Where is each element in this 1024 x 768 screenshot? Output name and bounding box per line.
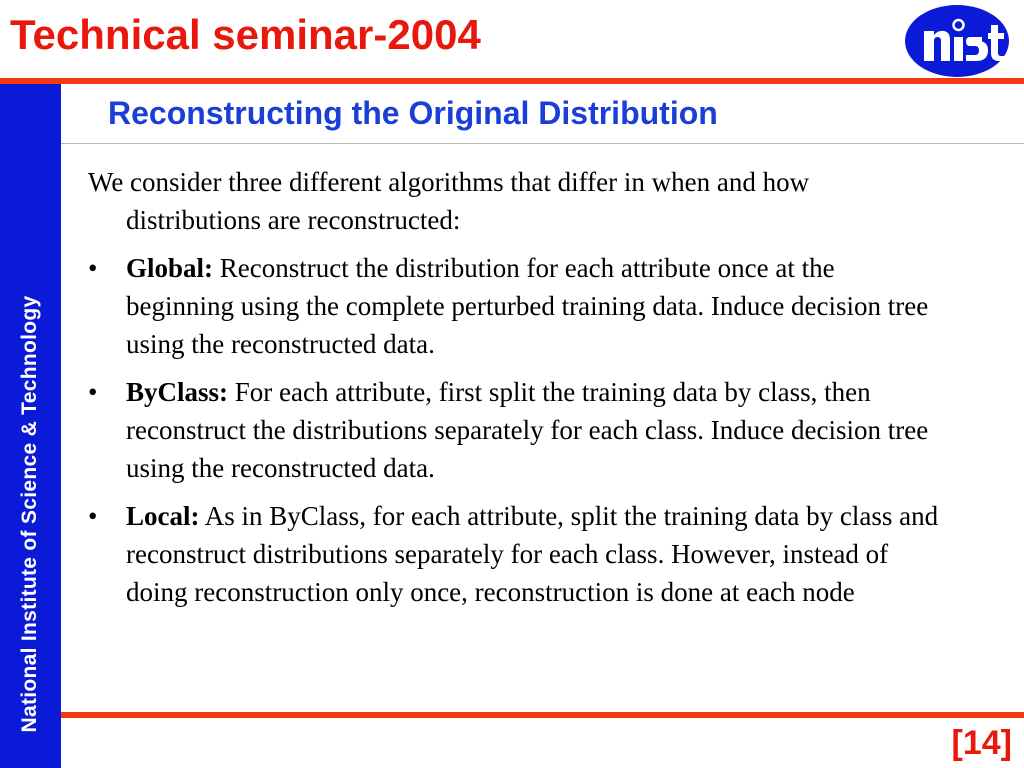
bottom-rule <box>61 712 1024 718</box>
bullet-marker: • <box>88 501 98 531</box>
sidebar-institute-name: National Institute of Science & Technology <box>18 295 41 733</box>
bullet-marker: • <box>88 253 98 283</box>
top-rule <box>0 78 1024 84</box>
intro-paragraph: We consider three different algorithms that differ in when and how distributions are reconstructed: <box>88 167 810 235</box>
header-title: Technical seminar-2004 <box>10 11 481 58</box>
nist-logo <box>904 3 1010 79</box>
bullet-term: Global: <box>126 253 214 283</box>
bullet-item-local <box>88 497 948 611</box>
slide-body <box>88 163 948 621</box>
bullet-text: As in ByClass, for each attribute, split the training data by class and reconstruct distributions separately for each class. However, instead of doing reconstruction only once, reconstruction is done at each node <box>126 501 939 607</box>
bullet-term: Local: <box>126 501 200 531</box>
bullet-item-byclass <box>88 373 948 487</box>
heading-divider <box>61 143 1024 144</box>
slide-heading: Reconstructing the Original Distribution <box>108 95 718 131</box>
page-number: [14] <box>951 724 1012 762</box>
bullet-marker: • <box>88 377 98 407</box>
bullet-text: For each attribute, first split the training data by class, then reconstruct the distributions separately for each class. Induce decision tree using the reconstructed data. <box>126 377 929 483</box>
bullet-text: Reconstruct the distribution for each attribute once at the beginning using the complete perturbed training data. Induce decision tree using the reconstructed data. <box>126 253 929 359</box>
sidebar <box>0 84 61 768</box>
bullet-item-global <box>88 249 948 363</box>
bullet-term: ByClass: <box>126 377 229 407</box>
